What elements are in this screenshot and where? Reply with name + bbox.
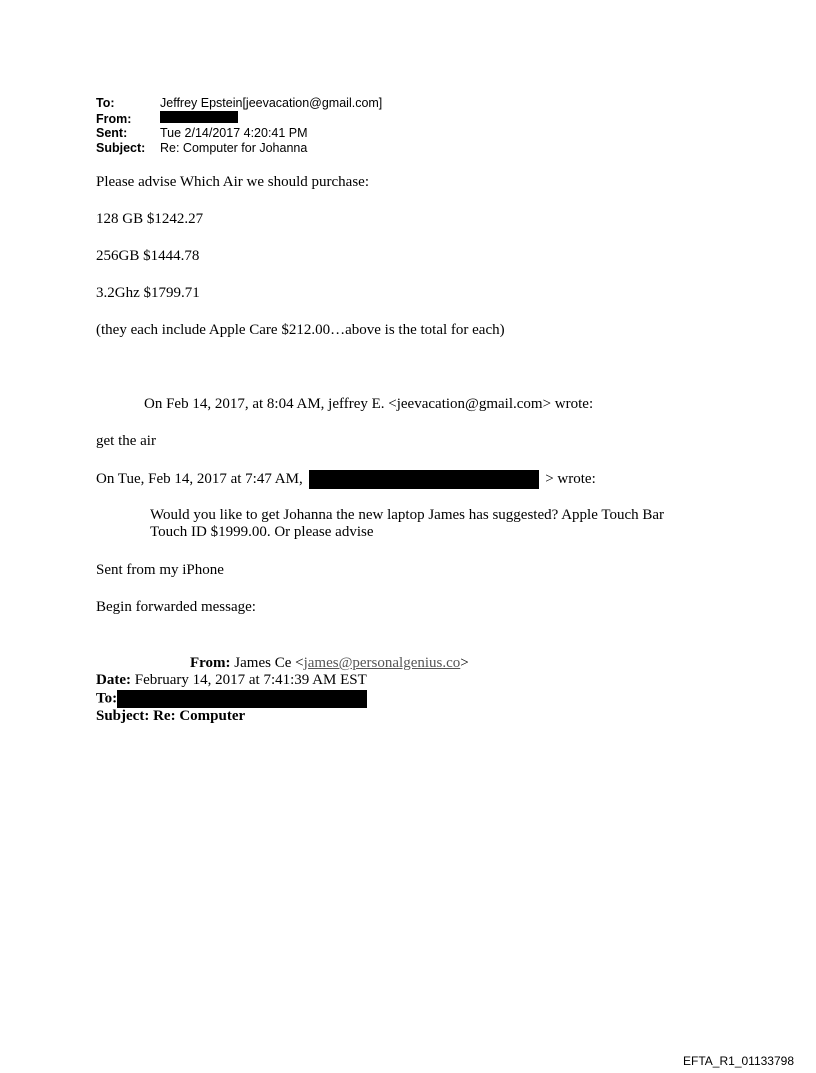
- header-subject-label: Subject:: [96, 141, 146, 155]
- email-header: [96, 96, 382, 156]
- forwarded-to-label: To:: [96, 690, 118, 707]
- forwarded-from-name: James Ce <: [234, 655, 304, 671]
- header-subject-value: Re: Computer for Johanna: [160, 141, 308, 155]
- header-subject-row: [96, 141, 382, 156]
- header-sent-label: Sent:: [96, 126, 128, 140]
- redaction-block: [117, 690, 367, 708]
- forwarded-from-row: [190, 655, 469, 672]
- body-option-256gb: 256GB $1444.78: [96, 248, 200, 264]
- forwarded-from-label: From:: [190, 655, 231, 671]
- header-to-value: Jeffrey Epstein[jeevacation@gmail.com]: [160, 96, 383, 110]
- forwarded-subject-value: Re: Computer: [153, 708, 246, 724]
- reply2-quoted-text: Would you like to get Johanna the new laptop James has suggested? Apple Touch Bar Touch ID $1999.00. Or please advise: [150, 507, 665, 540]
- redaction-block: [160, 111, 238, 123]
- reply2-attribution-prefix: On Tue, Feb 14, 2017 at 7:47 AM,: [96, 470, 303, 487]
- body-line-purchase: Please advise Which Air we should purchase:: [96, 174, 369, 190]
- body-note: (they each include Apple Care $212.00…above is the total for each): [96, 322, 505, 338]
- forwarded-subject-row: [96, 708, 245, 725]
- body-option-32ghz: 3.2Ghz $1799.71: [96, 285, 200, 301]
- document-id-footer: EFTA_R1_01133798: [683, 1054, 794, 1068]
- reply1-attribution: On Feb 14, 2017, at 8:04 AM, jeffrey E. <jeevacation@gmail.com> wrote:: [144, 396, 594, 412]
- header-to-row: [96, 96, 382, 111]
- reply2-signature: Sent from my iPhone: [96, 562, 224, 578]
- header-sent-row: [96, 126, 382, 141]
- forwarded-from-email-link[interactable]: james@personalgenius.co: [303, 655, 461, 671]
- reply2-attribution-suffix: > wrote:: [545, 470, 596, 487]
- header-sent-value: Tue 2/14/2017 4:20:41 PM: [160, 126, 308, 140]
- body-option-128gb: 128 GB $1242.27: [96, 211, 204, 227]
- reply2-attribution: [96, 470, 596, 489]
- forwarded-date-label: Date:: [96, 672, 131, 688]
- forwarded-subject-label: Subject:: [96, 708, 150, 724]
- forwarded-from-close: >: [460, 655, 469, 671]
- forwarded-date-value: February 14, 2017 at 7:41:39 AM EST: [134, 672, 367, 688]
- header-from-row: [96, 111, 382, 126]
- forwarded-date-row: [96, 672, 367, 689]
- redaction-block: [309, 470, 539, 489]
- forward-intro: Begin forwarded message:: [96, 599, 256, 615]
- forwarded-to-row: [96, 690, 367, 708]
- header-from-label: From:: [96, 112, 132, 126]
- reply1-text: get the air: [96, 433, 156, 449]
- header-to-label: To:: [96, 96, 115, 110]
